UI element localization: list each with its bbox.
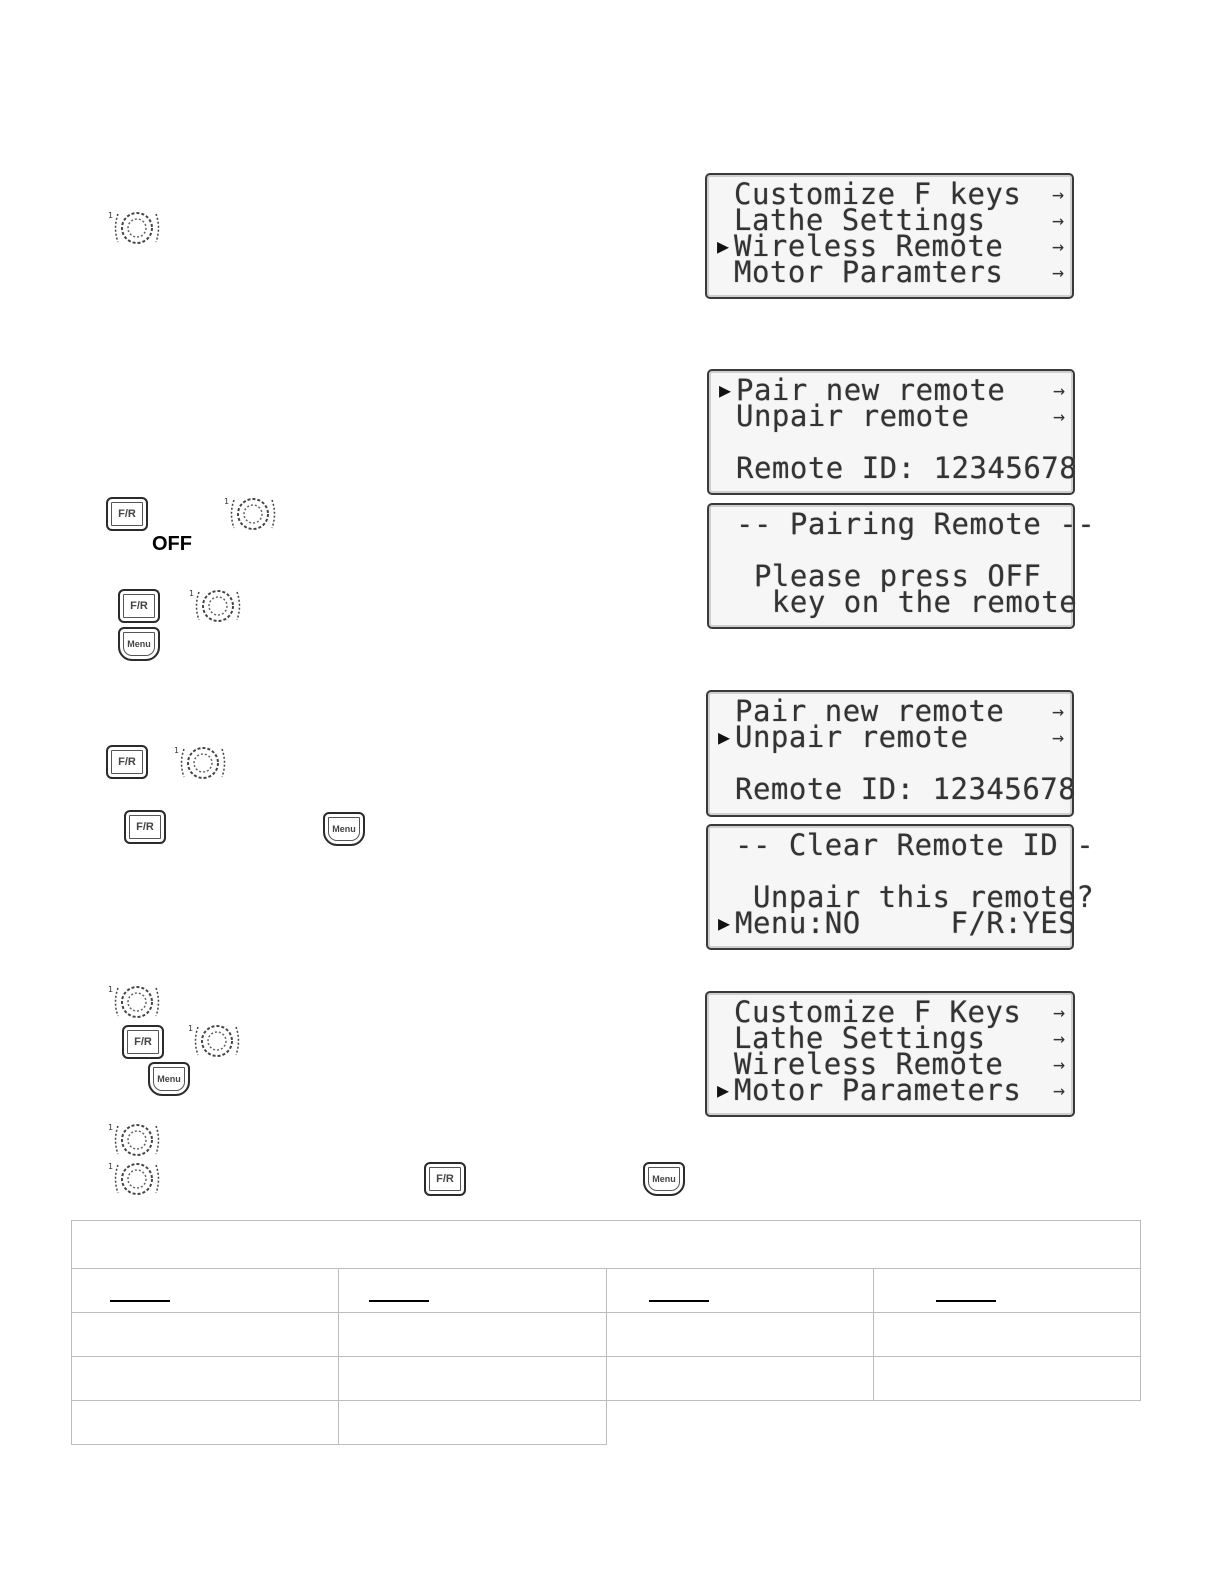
lcd-row-text: Remote ID: 12345678 [735, 772, 1077, 806]
lcd-row-text: Remote ID: 12345678 [736, 451, 1078, 485]
lcd-pairing-remote [707, 503, 1096, 629]
rotary-knob-icon [108, 1157, 166, 1201]
lcd-cursor-icon [717, 1051, 734, 1077]
lcd-cursor-icon [718, 698, 735, 724]
lcd-cursor-icon [718, 832, 735, 858]
lcd-arrow-icon: → [1051, 699, 1064, 723]
lcd-cursor-icon: ▶ [718, 725, 731, 749]
table-cell [606, 1313, 873, 1357]
svg-text:1: 1 [188, 1024, 194, 1033]
lcd-row-text: Unpair this remote? [735, 880, 1095, 914]
lcd-motor-menu [705, 991, 1075, 1117]
fr-key-icon: F/R [124, 810, 166, 844]
table-row [72, 1357, 1141, 1401]
lcd-row [718, 772, 1077, 806]
lcd-arrow-icon [1043, 537, 1065, 563]
lcd-arrow-icon: → [1051, 208, 1064, 232]
lcd-row-text: Unpair remote [736, 399, 970, 433]
lcd-arrow-icon: → [1051, 234, 1064, 258]
rotary-knob-icon [108, 980, 166, 1024]
lcd-cursor-icon [719, 455, 736, 481]
menu-key-icon: Menu [643, 1162, 685, 1196]
lcd-arrow-icon: → [1052, 404, 1065, 428]
lcd-row [718, 828, 1095, 862]
table-title-row [72, 1221, 1141, 1269]
lcd-row-text: Pair new remote [736, 373, 1006, 407]
lcd-remote-unpair [706, 690, 1077, 817]
lcd-row-text: -- Clear Remote ID - [735, 828, 1095, 862]
table-cell [72, 1401, 339, 1445]
lcd-row-text: Lathe Settings [734, 203, 986, 237]
rotary-knob-icon [174, 741, 232, 785]
lcd-arrow-icon: → [1052, 1026, 1065, 1050]
rotary-knob-icon [224, 492, 282, 536]
lcd-row-text: Customize F Keys [734, 995, 1022, 1029]
svg-text:1: 1 [108, 211, 114, 220]
lcd-row-text: Pair new remote [735, 694, 1005, 728]
table-cell [873, 1357, 1140, 1401]
lcd-arrow-icon: → [1051, 725, 1064, 749]
table-title-cell [72, 1221, 1141, 1269]
lcd-row-text: Wireless Remote [734, 1047, 1004, 1081]
fr-key-icon: F/R [106, 745, 148, 779]
lcd-row [718, 720, 1064, 754]
lcd-cursor-icon [717, 207, 734, 233]
lcd-row-text: -- Pairing Remote -- [736, 507, 1096, 541]
lcd-arrow-icon: → [1051, 260, 1064, 284]
table-empty-cell [606, 1401, 873, 1445]
rotary-knob-icon [189, 584, 247, 628]
lcd-cursor-icon [718, 776, 735, 802]
svg-text:1: 1 [108, 1123, 114, 1132]
lcd-arrow-icon: → [1052, 1078, 1065, 1102]
lcd-row [717, 1073, 1065, 1107]
lcd-main-menu [705, 173, 1074, 299]
table-cell [339, 1357, 606, 1401]
lcd-cursor-icon [717, 181, 734, 207]
table-cell [72, 1357, 339, 1401]
lcd-row [718, 906, 1077, 940]
table-header-cell [873, 1269, 1140, 1313]
svg-text:1: 1 [224, 497, 230, 506]
menu-key-icon: Menu [148, 1062, 190, 1096]
lcd-row-text: key on the remote [736, 585, 1078, 619]
lcd-row [719, 399, 1065, 433]
table-header-cell [72, 1269, 339, 1313]
fr-key-icon: F/R [122, 1025, 164, 1059]
lcd-clear-remote-id [706, 824, 1095, 950]
lcd-cursor-icon [718, 884, 735, 910]
lcd-arrow-icon: → [1052, 1052, 1065, 1076]
lcd-cursor-icon: ▶ [717, 1078, 730, 1102]
off-key-label: OFF [152, 533, 192, 555]
lcd-row-text: Motor Paramters [734, 255, 1004, 289]
table-row [72, 1401, 1141, 1445]
lcd-row [719, 451, 1078, 485]
lcd-arrow-icon: → [1051, 182, 1064, 206]
lcd-cursor-icon [719, 563, 736, 589]
lcd-row-text: Menu:NO F/R:YES [735, 906, 1077, 940]
lcd-cursor-icon [718, 750, 735, 776]
fr-key-icon: F/R [118, 589, 160, 623]
rotary-knob-icon [108, 206, 166, 250]
table-header-cell [339, 1269, 606, 1313]
table-cell [873, 1313, 1140, 1357]
lcd-row-text: Unpair remote [735, 720, 969, 754]
table-cell [606, 1357, 873, 1401]
svg-text:1: 1 [189, 589, 195, 598]
lcd-row-text: Customize F keys [734, 177, 1022, 211]
table-header-cell [606, 1269, 873, 1313]
table-cell [339, 1313, 606, 1357]
lcd-remote-pair [707, 369, 1078, 495]
table-header-row [72, 1269, 1141, 1313]
lcd-cursor-icon [719, 403, 736, 429]
lcd-row-text: Lathe Settings [734, 1021, 986, 1055]
lcd-row-text: Wireless Remote [734, 229, 1004, 263]
lcd-cursor-icon [717, 999, 734, 1025]
lcd-row [717, 255, 1064, 289]
rotary-knob-icon [108, 1118, 166, 1162]
lcd-cursor-icon [719, 589, 736, 615]
svg-text:1: 1 [174, 746, 180, 755]
lcd-cursor-icon [719, 537, 736, 563]
menu-key-icon: Menu [118, 627, 160, 661]
lcd-row-text: Please press OFF [736, 559, 1042, 593]
table-cell [339, 1401, 606, 1445]
fr-key-icon: F/R [424, 1162, 466, 1196]
lcd-cursor-icon [718, 858, 735, 884]
lcd-row-text: Motor Parameters [734, 1073, 1022, 1107]
lcd-cursor-icon: ▶ [719, 378, 732, 402]
lcd-arrow-icon: → [1052, 1000, 1065, 1024]
lcd-row [719, 585, 1078, 619]
table-row [72, 1313, 1141, 1357]
lcd-arrow-icon: → [1052, 378, 1065, 402]
lcd-cursor-icon [719, 429, 736, 455]
lcd-cursor-icon [717, 1025, 734, 1051]
lcd-row [719, 507, 1096, 541]
spec-table [71, 1220, 1141, 1445]
lcd-cursor-icon [719, 511, 736, 537]
table-empty-cell [873, 1401, 1140, 1445]
svg-text:1: 1 [108, 985, 114, 994]
table-cell [72, 1313, 339, 1357]
menu-key-icon: Menu [323, 812, 365, 846]
lcd-cursor-icon: ▶ [717, 234, 730, 258]
svg-text:1: 1 [108, 1162, 114, 1171]
lcd-cursor-icon [717, 259, 734, 285]
fr-key-icon: F/R [106, 497, 148, 531]
rotary-knob-icon [188, 1019, 246, 1063]
lcd-cursor-icon: ▶ [718, 911, 731, 935]
